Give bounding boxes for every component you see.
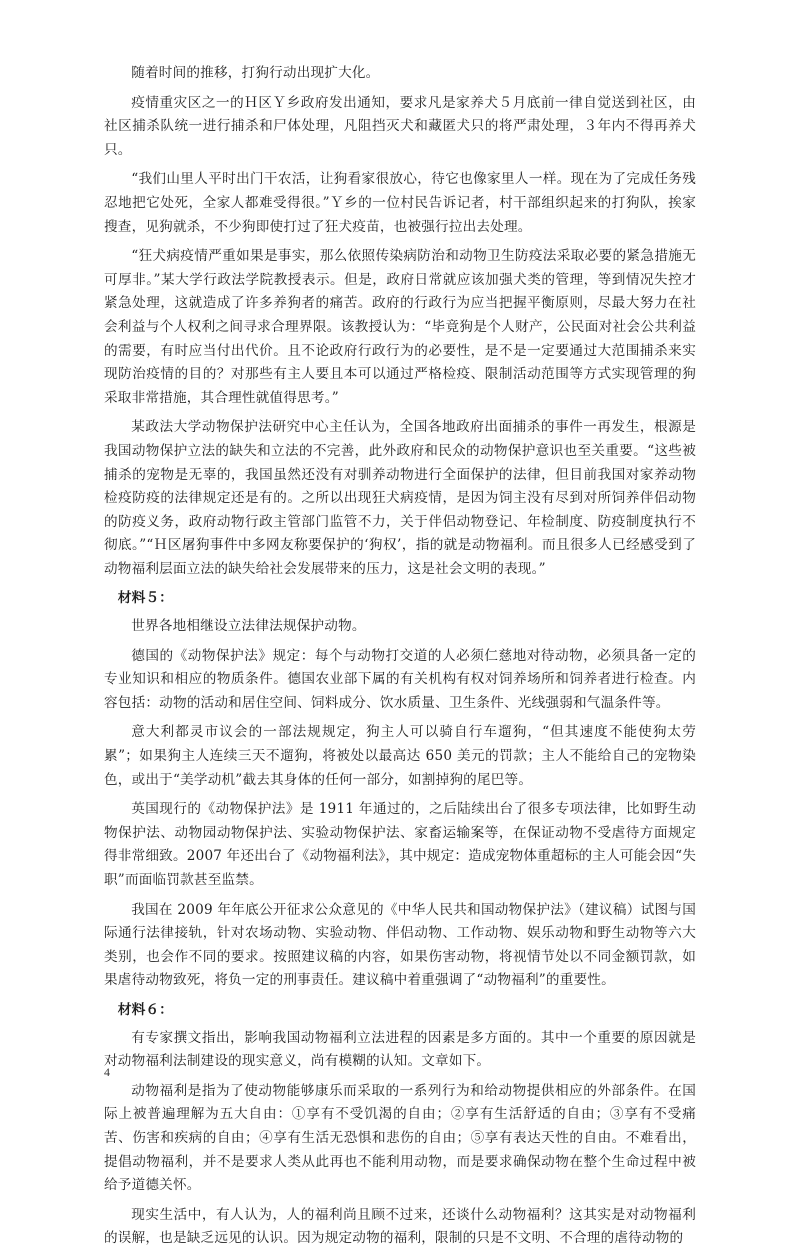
- page-number: 4: [104, 1065, 110, 1079]
- paragraph-1: 随着时间的推移，打狗行动出现扩大化。: [131, 65, 380, 81]
- section-5-paragraph-1: 世界各地相继设立法律法规保护动物。: [131, 618, 366, 635]
- paragraph-2: 疫情重灾区之一的Ｈ区Ｙ乡政府发出通知，要求凡是家养犬５月底前一律自觉送到社区，由社区捕杀队统一进行捕杀和尸体处理，凡阻挡灭犬和藏匿犬只的将严肃处理，３年内不得再养犬只。: [104, 94, 696, 158]
- section-5-paragraph-3: 意大利都灵市议会的一部法规规定，狗主人可以骑自行车遛狗，“但其速度不能使狗太劳累”；如果狗主人连续三天不遛狗，将被处以最高达 650 美元的罚款；主人不能给自己的宠物染色，或出于“美学动机”截去其身体的任何一部分，如割掉狗的尾巴等。: [104, 724, 696, 788]
- section-6-heading: 材料６：: [117, 1001, 173, 1018]
- section-5-paragraph-5: 我国在 2009 年年底公开征求公众意见的《中华人民共和国动物保护法》（建议稿）试图与国际通行法律接轨，针对农场动物、实验动物、伴侣动物、工作动物、娱乐动物和野生动物等六大类别，也会作不同的要求。按照建议稿的内容，如果伤害动物，将视情节处以不同金额罚款，如果虐待动物致死，将负一定的刑事责任。建议稿中着重强调了“动物福利”的重要性。: [104, 901, 696, 989]
- section-5-heading: 材料５：: [117, 590, 173, 607]
- section-6-paragraph-2: 动物福利是指为了使动物能够康乐而采取的一系列行为和给动物提供相应的外部条件。在国际上被普遍理解为五大自由：①享有不受饥渴的自由；②享有生活舒适的自由；③享有不受痛苦、伤害和疾病的自由；④享有生活无恐惧和悲伤的自由；⑤享有表达天性的自由。不难看出，提倡动物福利，并不是要求人类从此再也不能利用动物，而是要求确保动物在整个生命过程中被给予道德关怀。: [104, 1082, 696, 1194]
- section-5-paragraph-2: 德国的《动物保护法》规定：每个与动物打交道的人必须仁慈地对待动物，必须具备一定的专业知识和相应的物质条件。德国农业部下属的有关机构有权对饲养场所和饲养者进行检查。内容包括：动物的活动和居住空间、饲料成分、饮水质量、卫生条件、光线强弱和气温条件等。: [104, 647, 696, 711]
- paragraph-3: “我们山里人平时出门干农活，让狗看家很放心，待它也像家里人一样。现在为了完成任务残忍地把它处死，全家人都难受得很。”Ｙ乡的一位村民告诉记者，村干部组织起来的打狗队，挨家搜查，见狗就杀，不少狗即使打过了狂犬疫苗，也被强行拉出去处理。: [104, 171, 696, 235]
- paragraph-4: “狂犬病疫情严重如果是事实，那么依照传染病防治和动物卫生防疫法采取必要的紧急措施无可厚非。”某大学行政法学院教授表示。但是，政府日常就应该加强犬类的管理，等到情况失控才紧急处理，这就造成了许多养狗者的痛苦。政府的行政行为应当把握平衡原则，尽最大努力在社会利益与个人权利之间寻求合理界限。该教授认为：“毕竟狗是个人财产，公民面对社会公共利益的需要，有时应当付出代价。且不论政府行政行为的必要性，是不是一定要通过大范围捕杀来实现防治疫情的目的？对那些有主人要且本可以通过严格检疫、限制活动范围等方式实现管理的狗采取非常措施，其合理性就值得思考。”: [104, 248, 696, 406]
- section-5-paragraph-4: 英国现行的《动物保护法》是 1911 年通过的，之后陆续出台了很多专项法律，比如野生动物保护法、动物园动物保护法、实验动物保护法、家畜运输案等，在保证动物不受虐待方面规定得非常细致。2007 年还出台了《动物福利法》，其中规定：造成宠物体重超标的主人可能会因“失职”而面临罚款甚至监禁。: [104, 801, 697, 888]
- section-6-paragraph-1: 有专家撰文指出，影响我国动物福利立法进程的因素是多方面的。其中一个重要的原因就是对动物福利法制建设的现实意义，尚有模糊的认知。文章如下。: [104, 1029, 696, 1070]
- paragraph-5: 某政法大学动物保护法研究中心主任认为，全国各地政府出面捕杀的事件一再发生，根源是我国动物保护立法的缺失和立法的不完善，此外政府和民众的动物保护意识也至关重要。“这些被捕杀的宠物是无辜的，我国虽然还没有对驯养动物进行全面保护的法律，但目前我国对家养动物检疫防疫的法律规定还是有的。之所以出现狂犬病疫情，是因为饲主没有尽到对所饲养伴侣动物的防疫义务，政府动物行政主管部门监管不力，关于伴侣动物登记、年检制度、防疫制度执行不彻底。”“Ｈ区屠狗事件中多网友称要保护的‘狗权’，指的就是动物福利。而且很多人已经感受到了动物福利层面立法的缺失给社会发展带来的压力，这是社会文明的表现。”: [104, 419, 696, 577]
- section-6-paragraph-3: 现实生活中，有人认为，人的福利尚且顾不过来，还谈什么动物福利？这其实是对动物福利的误解，也是缺乏远见的认识。因为规定动物的福利，限制的只是不文明、不合理的虐待动物的: [104, 1206, 696, 1247]
